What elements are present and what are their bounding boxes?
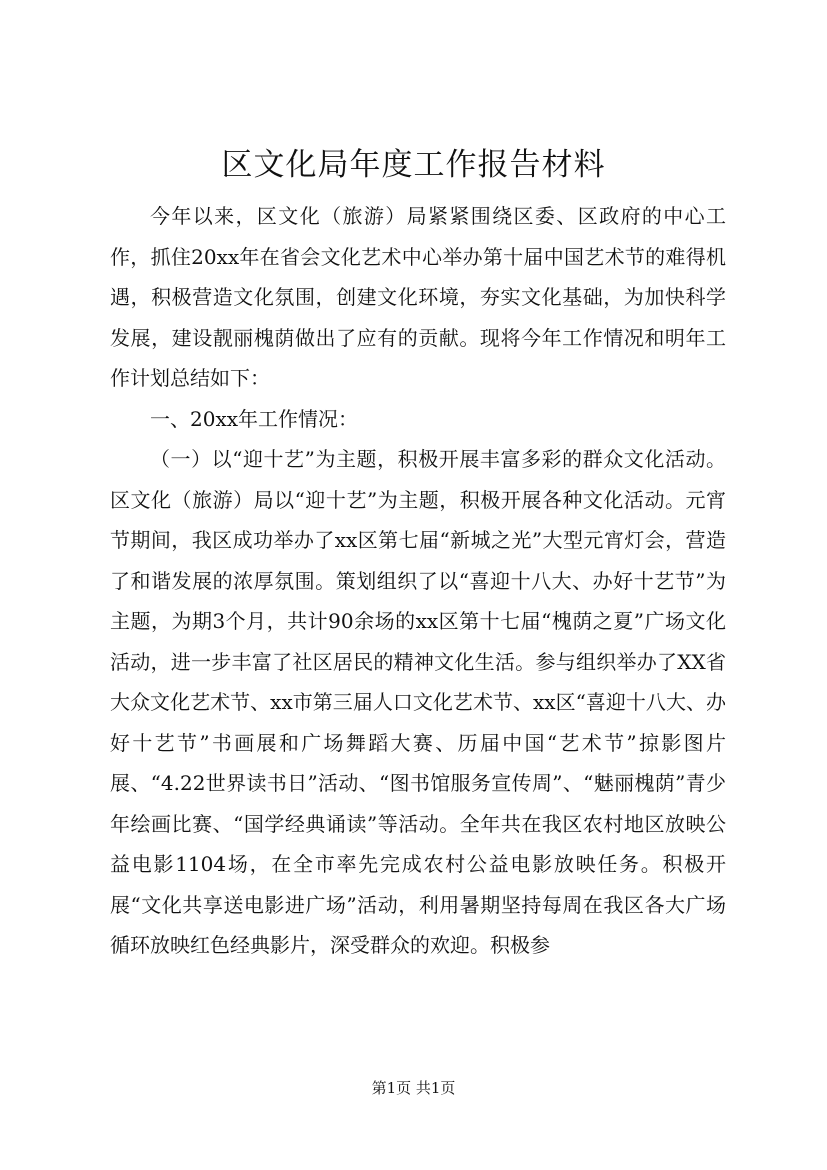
intro-paragraph: 今年以来，区文化（旅游）局紧紧围绕区委、区政府的中心工作，抓住20xx年在省会文化艺术中心举办第十届中国艺术节的难得机遇，积极营造文化氛围，创建文化环境，夯实文化基础，为加快科学发展，建设靓丽槐荫做出了应有的贡献。现将今年工作情况和明年工作计划总结如下： — [110, 204, 726, 390]
page-footer: 第1页 共1页 — [371, 1079, 456, 1097]
document-body — [110, 196, 726, 966]
section-heading: 一、20xx年工作情况： — [150, 406, 359, 431]
document-title: 区文化局年度工作报告材料 — [221, 147, 606, 183]
subsection-paragraph: （一）以“迎十艺”为主题，积极开展丰富多彩的群众文化活动。区文化（旅游）局以“迎十艺”为主题，积极开展各种文化活动。元宵节期间，我区成功举办了xx区第七届“新城之光”大型元宵灯会，营造了和谐发展的浓厚氛围。策划组织了以“喜迎十八大、办好十艺节”为主题，为期3个月，共计90余场的xx区第十七届“槐荫之夏”广场文化活动，进一步丰富了社区居民的精神文化生活。参与组织举办了XX省大众文化艺术节、xx市第三届人口文化艺术节、xx区“喜迎十八大、办好十艺节”书画展和广场舞蹈大赛、历届中国“艺术节”掠影图片展、“4.22世界读书日”活动、“图书馆服务宣传周”、“魅丽槐荫”青少年绘画比赛、“国学经典诵读”等活动。全年共在我区农村地区放映公益电影1104场，在全市率先完成农村公益电影放映任务。积极开展“文化共享送电影进广场”活动，利用暑期坚持每周在我区各大广场循环放映红色经典影片，深受群众的欢迎。积极参 — [110, 447, 726, 957]
